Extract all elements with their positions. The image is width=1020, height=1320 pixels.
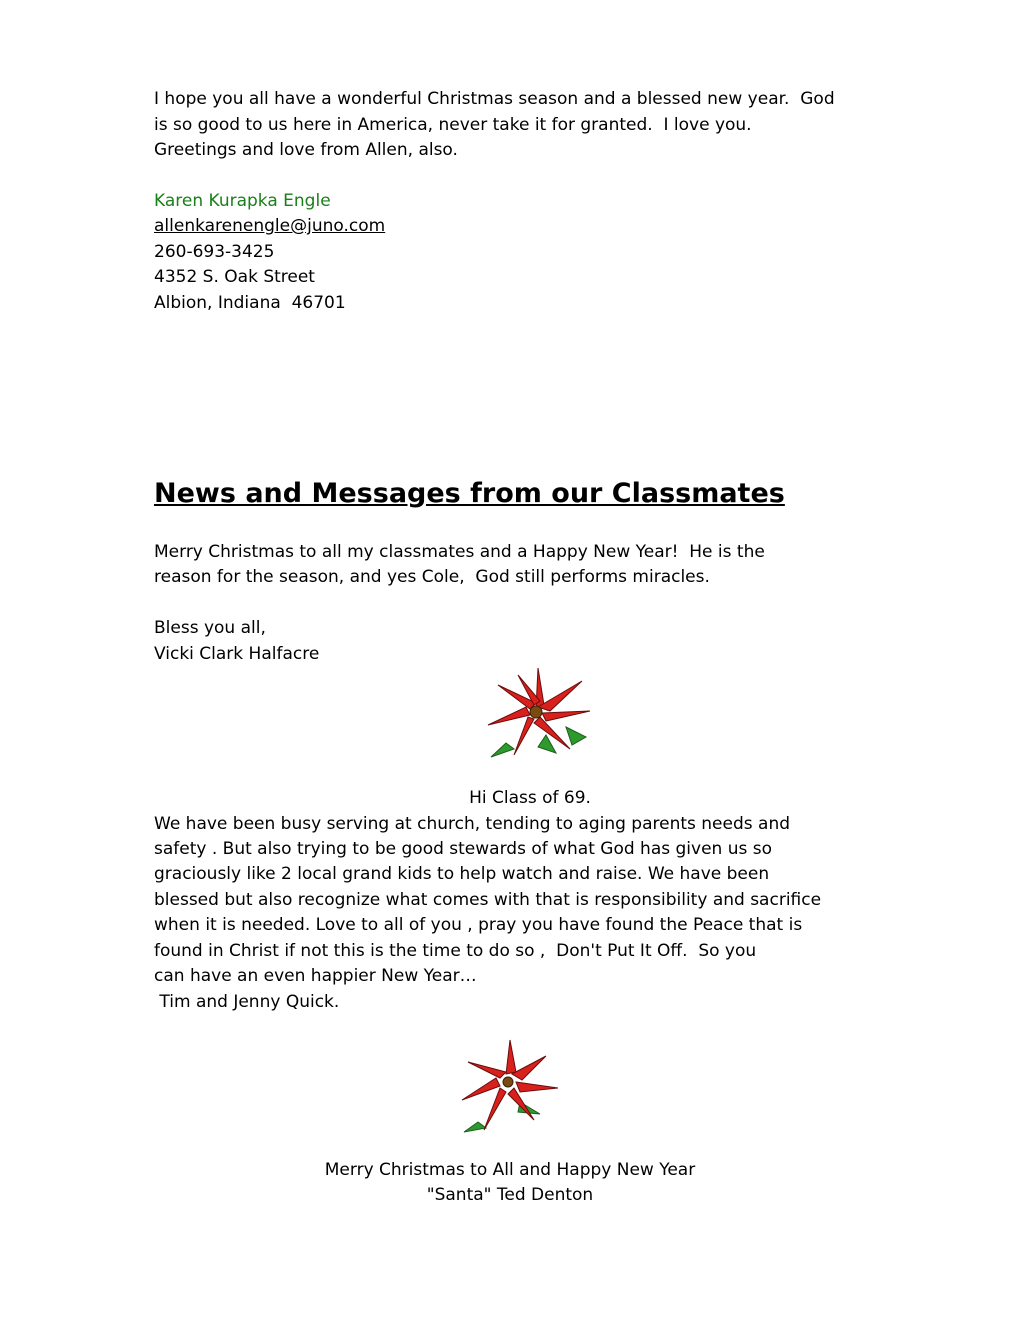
- vicki-line-1: Merry Christmas to all my classmates and a Happy New Year! He is the: [154, 542, 765, 562]
- denton-line-1: Merry Christmas to All and Happy New Year: [324, 1160, 696, 1180]
- quick-line-2: safety . But also trying to be good stewards of what God has given us so: [154, 839, 773, 859]
- vicki-closing: Bless you all,: [154, 618, 266, 638]
- signature-phone: 260-693-3425: [154, 242, 275, 262]
- petal-shape: [462, 1078, 500, 1100]
- poinsettia-icon: [460, 1038, 560, 1134]
- vicki-author: Vicki Clark Halfacre: [154, 644, 320, 664]
- leaf-shape: [566, 727, 586, 745]
- flower-center: [530, 706, 542, 718]
- petal-shape: [512, 1056, 546, 1080]
- petal-shape: [488, 707, 530, 725]
- intro-line-1: I hope you all have a wonderful Christmas season and a blessed new year. God: [154, 89, 835, 109]
- quick-line-3: graciously like 2 local grand kids to help watch and raise. We have been: [154, 864, 770, 884]
- petal-shape: [516, 1082, 558, 1092]
- intro-line-3: Greetings and love from Allen, also.: [154, 140, 458, 160]
- section-heading: News and Messages from our Classmates: [154, 478, 785, 509]
- petal-shape: [538, 681, 582, 711]
- intro-line-2: is so good to us here in America, never take it for granted. I love you.: [154, 115, 752, 135]
- petal-shape: [508, 1088, 534, 1120]
- quick-line-6: found in Christ if not this is the time to do so , Don't Put It Off. So you: [154, 941, 757, 961]
- quick-line-1: We have been busy serving at church, tending to aging parents needs and: [154, 814, 791, 834]
- denton-author: "Santa" Ted Denton: [426, 1185, 594, 1205]
- quick-author: Tim and Jenny Quick.: [154, 992, 340, 1012]
- petal-shape: [484, 1088, 506, 1130]
- signature-city: Albion, Indiana 46701: [154, 293, 346, 313]
- quick-line-5: when it is needed. Love to all of you , pray you have found the Peace that is: [154, 915, 803, 935]
- vicki-line-2: reason for the season, and yes Cole, God still performs miracles.: [154, 567, 710, 587]
- signature-name: Karen Kurapka Engle: [154, 191, 331, 211]
- petal-shape: [514, 717, 534, 755]
- petal-shape: [542, 711, 590, 721]
- quick-greeting: Hi Class of 69.: [469, 788, 591, 808]
- leaf-shape: [491, 743, 514, 757]
- quick-line-7: can have an even happier New Year…: [154, 966, 477, 986]
- signature-email-link[interactable]: allenkarenengle@juno.com: [154, 216, 386, 236]
- petal-shape: [468, 1062, 506, 1078]
- flower-center: [503, 1077, 513, 1087]
- poinsettia-icon: [486, 665, 594, 760]
- signature-street: 4352 S. Oak Street: [154, 267, 315, 287]
- quick-line-4: blessed but also recognize what comes with that is responsibility and sacrifice: [154, 890, 822, 910]
- leaf-shape: [464, 1122, 486, 1132]
- petal-shape: [506, 1040, 516, 1074]
- leaf-shape: [538, 735, 556, 753]
